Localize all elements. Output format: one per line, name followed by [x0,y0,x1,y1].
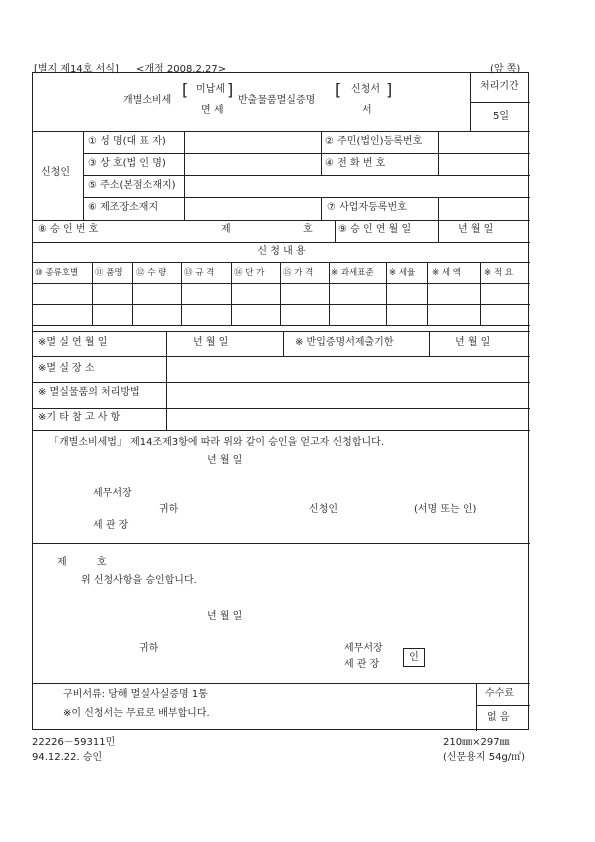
bracket-close: ] [227,80,234,99]
divider [33,325,530,326]
approval-no-suffix: 호 [97,557,107,568]
recipient-to: 귀하 [159,504,179,515]
fee-label: 수수료 [485,688,514,699]
approval-no-prefix: 제 [221,224,231,235]
reg-no-label: ② 주민(법인)등록번호 [325,136,423,147]
recipient-tax-office: 세무서장 [93,488,132,499]
divider [283,331,284,356]
divider [83,197,530,198]
free-distribution-note: ※이 신청서는 무료로 배부합니다. [63,708,210,719]
divider [181,262,182,325]
divider [33,304,530,305]
tax-option-nonpayment: 미납세 [196,84,225,95]
loss-date-label: ※멸 실 연 월 일 [38,337,108,348]
divider [329,262,330,325]
col-unit-price: ⑭ 단 가 [234,268,265,278]
approval-statement: 위 신청사항을 승인합니다. [81,575,197,586]
title-prefix: 개별소비세 [123,95,172,106]
divider [438,197,439,220]
approval-date-note: 94.12.22. 승인 [32,752,103,763]
divider [184,131,185,220]
divider [386,262,387,325]
divider [33,220,530,221]
approval-date-label: ⑨ 승 인 연 월 일 [338,224,412,235]
divider [33,430,530,431]
revision-note: <개정 2008.2.27> [136,64,227,75]
col-type-code: ⑩ 종류호별 [35,268,79,278]
divider [33,356,530,357]
divider [476,683,477,731]
processing-period-value: 5일 [493,111,510,122]
doc-option-certificate: 서 [362,105,372,116]
signature-note: (서명 또는 인) [414,504,477,515]
form-code: 22226－59311민 [32,737,116,748]
divider [33,382,530,383]
approval-date: 년 월 일 [207,611,243,622]
official-customs: 세 관 장 [344,659,380,670]
tax-option-exempt: 면 세 [201,105,224,116]
divider [429,331,430,356]
bracket-open: [ [182,80,189,99]
divider [33,131,530,132]
divider [83,175,530,176]
col-price: ⑮ 가 격 [283,268,314,278]
divider [335,220,336,242]
name-label: ① 성 명(대 표 자) [88,136,166,147]
divider [280,262,281,325]
divider [166,408,167,430]
processing-period-label: 처리기간 [480,81,519,92]
approval-no-suffix: 호 [303,224,313,235]
trade-name-label: ③ 상 호(법 인 명) [88,158,166,169]
factory-label: ⑥ 제조장소재지 [88,202,159,213]
deadline-value: 년 월 일 [455,337,491,348]
official-tax-office: 세무서장 [344,643,383,654]
required-documents: 구비서류: 당해 멸실사실증명 1통 [63,689,208,700]
applicant-signature-label: 신청인 [309,504,338,515]
divider [231,262,232,325]
divider [321,131,322,175]
loss-place-label: ※멸 실 장 소 [38,363,95,374]
page-side: (앞 쪽) [490,64,521,75]
details-heading: 신 청 내 용 [257,246,306,257]
divider [92,262,93,325]
paper-type: (신문용지 54g/㎡) [443,752,526,763]
divider [438,220,439,242]
applicant-section-label: 신청인 [41,167,70,178]
approval-to: 귀하 [139,643,159,654]
approval-date-value: 년 월 일 [458,224,494,235]
col-quantity: ⑫ 수 량 [136,268,167,278]
divider [33,283,530,284]
divider [480,262,481,325]
divider [427,262,428,325]
divider [33,543,530,544]
form-id: [별지 제14호 서식] [34,64,119,75]
divider [33,683,530,684]
divider [83,153,530,154]
phone-label: ④ 전 화 번 호 [325,158,386,169]
divider [132,262,133,325]
paper-size: 210㎜×297㎜ [443,737,510,748]
bracket-close: ] [386,80,393,99]
application-statement: 「개별소비세법」 제14조제3항에 따라 위와 같이 승인을 얻고자 신청합니다. [49,437,384,448]
divider [33,408,530,409]
divider [33,262,530,263]
loss-method-label: ※ 멸실물품의 처리방법 [38,387,140,398]
biz-no-label: ⑦ 사업자등록번호 [327,202,407,213]
recipient-customs: 세 관 장 [93,520,129,531]
col-tax-base: ※ 과세표준 [331,268,374,278]
divider [33,242,530,243]
application-form [32,72,529,730]
address-label: ⑤ 주소(본점소재지) [88,180,176,191]
col-tax-rate: ※ 세율 [389,268,416,278]
col-remarks: ※ 적 요 [484,268,513,278]
divider [470,102,530,103]
seal-box: 인 [403,648,425,667]
loss-date-value: 년 월 일 [193,337,229,348]
deadline-label: ※ 반입증명서제출기한 [295,337,394,348]
approval-no-prefix: 제 [57,557,67,568]
divider [33,331,530,332]
divider [166,331,167,408]
application-date: 년 월 일 [207,455,243,466]
divider [321,197,322,220]
approval-no-label: ⑧ 승 인 번 호 [38,224,99,235]
title-middle: 반출물품멸실증명 [238,95,316,106]
fee-value: 없 음 [487,712,510,723]
notes-label: ※기 타 참 고 사 항 [38,412,121,423]
doc-option-application: 신청서 [351,84,380,95]
col-spec: ⑬ 규 격 [184,268,215,278]
col-tax-amount: ※ 세 액 [432,268,461,278]
divider [438,131,439,175]
divider [476,705,530,706]
col-item-name: ⑪ 품명 [95,268,123,278]
bracket-open: [ [335,80,342,99]
